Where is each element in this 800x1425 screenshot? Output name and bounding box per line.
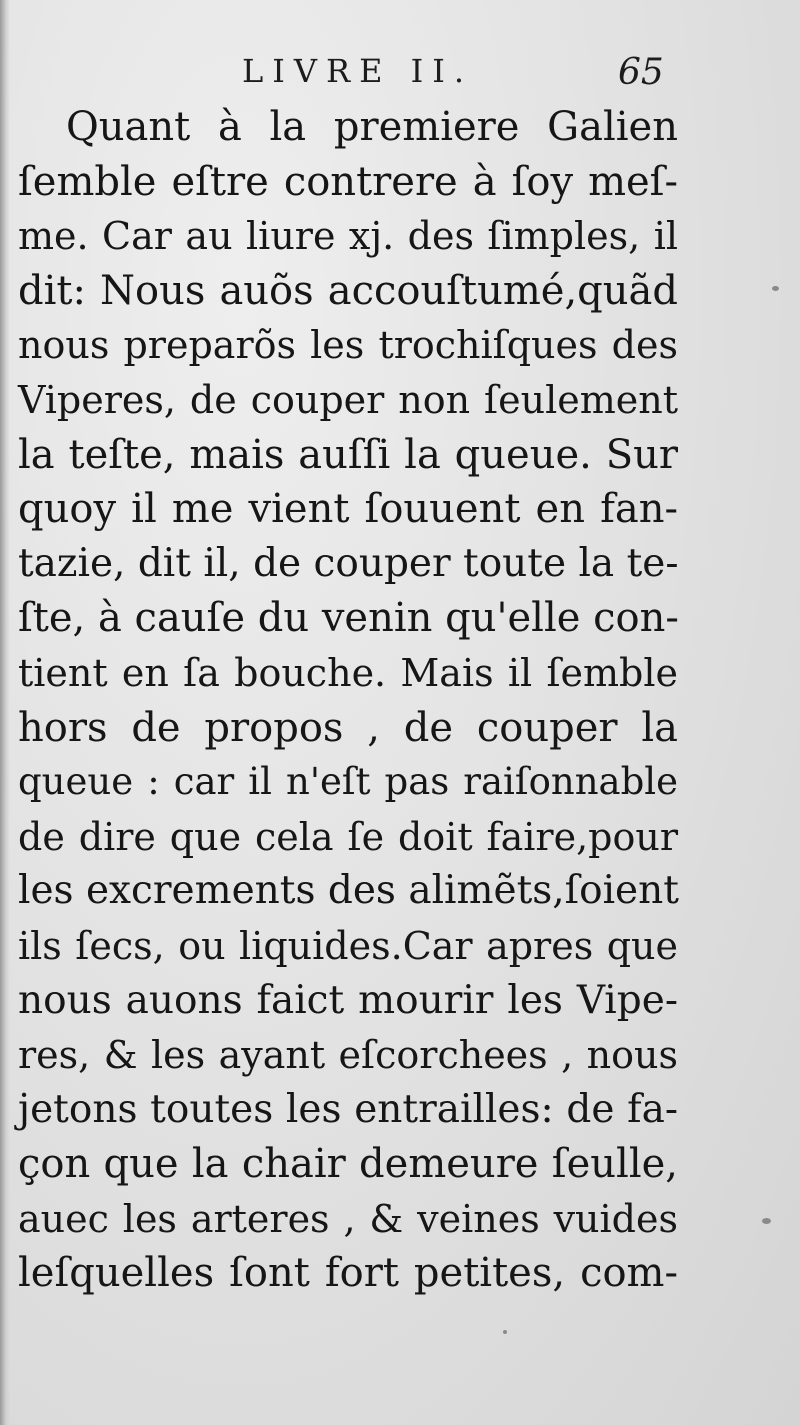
text-line: dit: Nous auõs accouſtumé,quãd [18, 267, 678, 314]
text-line: tient en ſa bouche. Mais il ſemble [18, 650, 678, 695]
running-head [0, 52, 800, 102]
body-text [18, 100, 678, 1301]
text-line: nous auons faict mourir les Vipe- [18, 977, 678, 1023]
text-line: auec les arteres , & veines vuides [18, 1196, 678, 1241]
paper-speck [503, 1330, 507, 1334]
text-line: la teſte, mais auſſi la queue. Sur [18, 431, 678, 478]
text-line: me. Car au liure xj. des ſimples, il [18, 214, 678, 259]
text-line: nous preparõs les trochiſques des [18, 323, 678, 368]
text-line: de dire que cela ſe doit faire,pour [18, 814, 678, 859]
text-line: ils ſecs, ou liquides.Car apres que [18, 923, 678, 968]
text-line: les excrements des alimẽts,ſoient [18, 868, 679, 914]
page-gutter-edge [0, 0, 10, 1425]
text-line: çon que la chair demeure ſeulle, [18, 1141, 678, 1188]
running-head-title: LIVRE II. [242, 52, 474, 90]
text-line: hors de propos , de couper la [18, 704, 678, 751]
text-line: Viperes, de couper non ſeulement [18, 377, 678, 422]
text-line: quoy il me vient ſouuent en fan- [18, 486, 678, 533]
text-line: Quant à la premiere Galien [66, 104, 678, 150]
paper-speck [772, 286, 779, 291]
text-line: leſquelles ſont fort petites, com- [18, 1250, 678, 1297]
text-line: tazie, dit il, de couper toute la te- [18, 540, 679, 586]
text-line: ſte, à cauſe du venin qu'elle con- [18, 595, 679, 642]
text-line: jetons toutes les entrailles: de fa- [18, 1086, 678, 1132]
page-number: 65 [618, 52, 664, 93]
text-line: res, & les ayant eſcorchees , nous [18, 1033, 678, 1078]
paper-speck [762, 1218, 771, 1224]
text-line: ſemble eſtre contrere à ſoy meſ- [18, 158, 678, 205]
text-line: queue : car il n'eſt pas raiſonnable [18, 760, 678, 804]
